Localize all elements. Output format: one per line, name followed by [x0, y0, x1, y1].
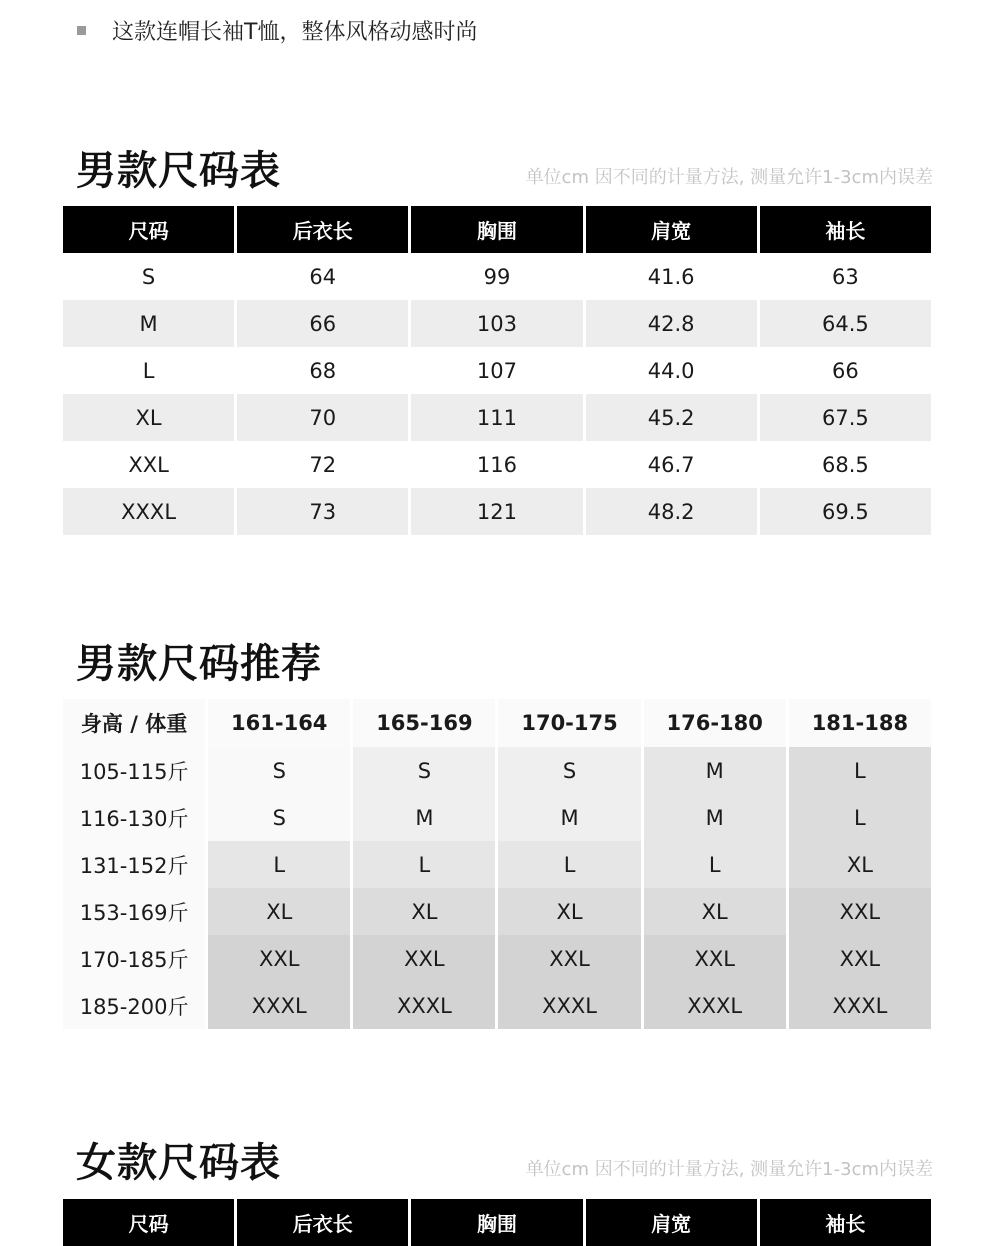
table-cell: 42.8: [586, 300, 757, 347]
table-header-row: [63, 1199, 931, 1246]
men-rec-table: [60, 699, 934, 1029]
table-row: [63, 747, 931, 794]
bullet-icon: [77, 26, 86, 35]
table-cell: XXXL: [789, 982, 931, 1029]
col-header-height: 170-175: [498, 699, 640, 747]
table-cell: S: [498, 747, 640, 794]
table-cell: XXL: [644, 935, 786, 982]
table-cell: XL: [498, 888, 640, 935]
weight-cell: 105-115斤: [63, 747, 205, 794]
table-row: [63, 488, 931, 535]
table-cell: XXL: [353, 935, 495, 982]
table-cell: 44.0: [647, 358, 695, 383]
table-cell: XXL: [789, 888, 931, 935]
table-cell: S: [353, 747, 495, 794]
table-cell: 45.2: [586, 394, 757, 441]
col-header-height: 165-169: [353, 699, 495, 747]
table-cell: 68: [309, 358, 337, 383]
weight-cell: 153-169斤: [63, 888, 205, 935]
table-cell: XXXL: [498, 982, 640, 1029]
women-size-unit-note: 单位cm 因不同的计量方法, 测量允许1-3cm内误差: [525, 1159, 933, 1180]
table-cell: XL: [208, 888, 350, 935]
table-cell: L: [353, 841, 495, 888]
table-cell: 107: [476, 358, 518, 383]
col-header-size: 尺码: [63, 206, 234, 253]
table-row: [63, 347, 931, 394]
table-cell: 64: [309, 264, 337, 289]
table-row: [63, 300, 931, 347]
table-cell: 63: [832, 264, 859, 289]
table-cell: S: [208, 747, 350, 794]
table-cell: 48.2: [586, 488, 757, 535]
table-cell: 41.6: [647, 264, 695, 289]
table-cell: L: [142, 358, 155, 383]
table-row: [63, 841, 931, 888]
col-header-size: 尺码: [63, 1199, 234, 1246]
table-cell: 46.7: [647, 452, 695, 477]
table-header-row: [63, 206, 931, 253]
table-cell: XL: [644, 888, 786, 935]
table-cell: XXXL: [63, 488, 234, 535]
col-header-back-length: 后衣长: [237, 206, 408, 253]
table-cell: 99: [483, 264, 511, 289]
col-header-height: 161-164: [208, 699, 350, 747]
table-cell: S: [141, 264, 156, 289]
table-cell: 73: [237, 488, 408, 535]
col-header-height: 181-188: [789, 699, 931, 747]
col-header-sleeve: 袖长: [760, 206, 931, 253]
col-header-shoulder: 肩宽: [586, 1199, 757, 1246]
intro-text: 这款连帽长袖T恤，整体风格动感时尚: [112, 19, 478, 45]
table-cell: M: [498, 794, 640, 841]
table-cell: S: [208, 794, 350, 841]
col-header-shoulder: 肩宽: [586, 206, 757, 253]
table-cell: M: [353, 794, 495, 841]
table-cell: XL: [63, 394, 234, 441]
table-row: [63, 888, 931, 935]
weight-cell: 116-130斤: [63, 794, 205, 841]
table-cell: XXXL: [353, 982, 495, 1029]
table-cell: XXL: [208, 935, 350, 982]
table-cell: 70: [237, 394, 408, 441]
women-size-table: [60, 1199, 934, 1246]
men-size-table: [60, 206, 934, 535]
table-cell: M: [63, 300, 234, 347]
table-cell: XL: [789, 841, 931, 888]
table-cell: L: [208, 841, 350, 888]
weight-cell: 170-185斤: [63, 935, 205, 982]
table-cell: XXL: [789, 935, 931, 982]
table-cell: L: [789, 747, 931, 794]
table-cell: XXXL: [208, 982, 350, 1029]
table-cell: 72: [309, 452, 337, 477]
table-cell: 67.5: [760, 394, 931, 441]
men-size-title: 男款尺码表: [76, 148, 281, 194]
col-header-back-length: 后衣长: [237, 1199, 408, 1246]
table-row: [63, 253, 931, 300]
table-header-row: [63, 699, 931, 747]
table-row: [63, 394, 931, 441]
table-cell: M: [644, 747, 786, 794]
men-rec-title: 男款尺码推荐: [76, 641, 322, 687]
table-cell: L: [789, 794, 931, 841]
men-size-unit-note: 单位cm 因不同的计量方法, 测量允许1-3cm内误差: [525, 167, 933, 188]
table-cell: 66: [237, 300, 408, 347]
table-cell: 64.5: [760, 300, 931, 347]
table-cell: 103: [411, 300, 582, 347]
table-cell: 66: [832, 358, 859, 383]
intro-line: [77, 14, 477, 46]
weight-cell: 131-152斤: [63, 841, 205, 888]
table-cell: 116: [476, 452, 518, 477]
table-cell: XXL: [498, 935, 640, 982]
weight-cell: 185-200斤: [63, 982, 205, 1029]
col-header-chest: 胸围: [411, 206, 582, 253]
table-cell: XXL: [128, 452, 169, 477]
col-header-chest: 胸围: [411, 1199, 582, 1246]
women-size-title: 女款尺码表: [76, 1140, 281, 1186]
table-row: [63, 982, 931, 1029]
table-row: [63, 935, 931, 982]
col-header-sleeve: 袖长: [760, 1199, 931, 1246]
table-cell: L: [644, 841, 786, 888]
table-cell: 69.5: [760, 488, 931, 535]
table-row: [63, 794, 931, 841]
col-header-height-weight: 身高 / 体重: [63, 699, 205, 747]
table-cell: XXXL: [644, 982, 786, 1029]
table-cell: 121: [411, 488, 582, 535]
table-cell: M: [644, 794, 786, 841]
table-cell: 111: [411, 394, 582, 441]
table-row: [63, 441, 931, 488]
table-cell: 68.5: [821, 452, 869, 477]
table-cell: L: [498, 841, 640, 888]
col-header-height: 176-180: [644, 699, 786, 747]
table-cell: XL: [353, 888, 495, 935]
